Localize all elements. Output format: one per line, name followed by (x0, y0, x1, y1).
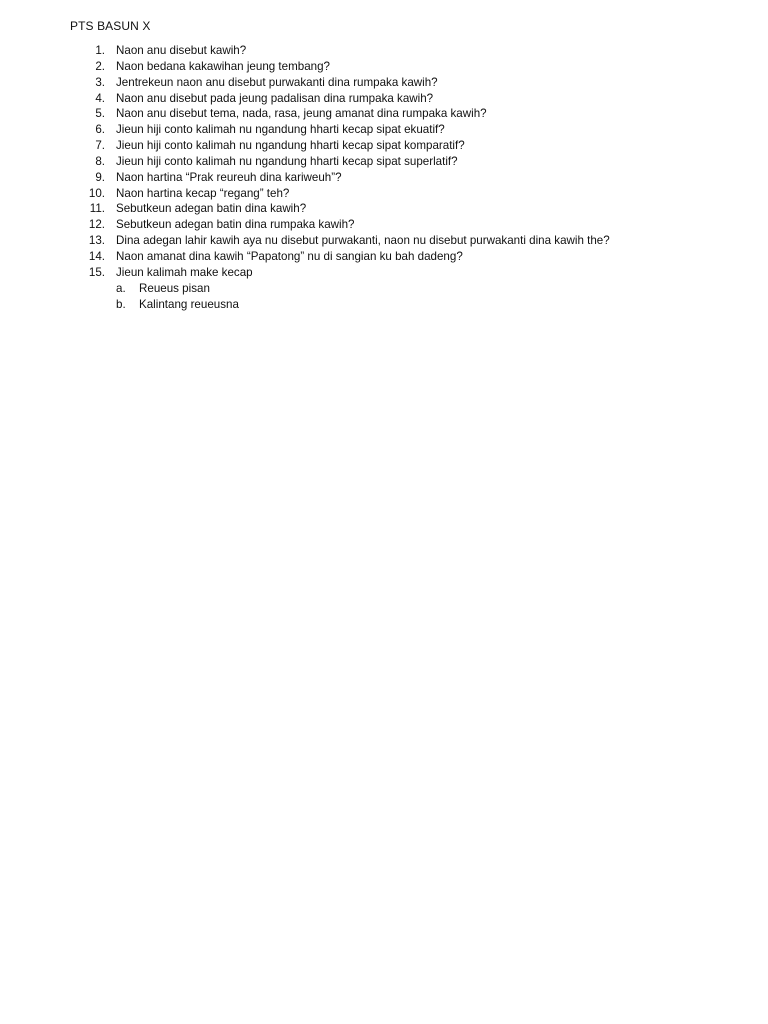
question-number: 5. (95, 107, 105, 121)
question-item (0, 217, 768, 233)
question-text: Naon bedana kakawihan jeung tembang? (116, 59, 331, 73)
question-text: Naon hartina kecap “regang” teh? (116, 186, 290, 200)
question-number: 8. (95, 154, 105, 168)
question-item (0, 43, 768, 59)
question-text: Naon anu disebut pada jeung padalisan dina rumpaka kawih? (116, 91, 434, 105)
question-text: Naon amanat dina kawih “Papatong” nu di sangian ku bah dadeng? (116, 249, 463, 263)
question-item (0, 265, 768, 281)
question-text: Dina adegan lahir kawih aya nu disebut purwakanti, naon nu disebut purwakanti dina kawih the? (116, 234, 610, 248)
question-text: Naon hartina “Prak reureuh dina kariweuh”? (116, 170, 342, 184)
question-text: Jieun hiji conto kalimah nu ngandung hharti kecap sipat komparatif? (116, 139, 465, 153)
question-number: 7. (95, 139, 105, 153)
question-text: Jieun hiji conto kalimah nu ngandung hharti kecap sipat superlatif? (116, 154, 458, 168)
question-number: 2. (95, 59, 105, 73)
question-number: 13. (88, 234, 105, 248)
question-item (0, 154, 768, 170)
question-text: Jentrekeun naon anu disebut purwakanti dina rumpaka kawih? (116, 75, 438, 89)
question-item (0, 75, 768, 91)
question-item (0, 122, 768, 138)
question-number: 15. (88, 265, 105, 279)
question-item (0, 138, 768, 154)
question-text: Naon anu disebut tema, nada, rasa, jeung amanat dina rumpaka kawih? (116, 107, 487, 121)
question-list (0, 43, 768, 312)
question-number: 12. (88, 218, 105, 232)
question-number: 11. (89, 202, 105, 216)
question-number: 3. (95, 75, 105, 89)
page-title: PTS BASUN X (70, 19, 151, 33)
question-text: Jieun kalimah make kecap (116, 265, 253, 279)
sub-item-text: Kalintang reueusna (139, 297, 239, 311)
question-item (0, 201, 768, 217)
question-text: Jieun hiji conto kalimah nu ngandung hharti kecap sipat ekuatif? (116, 123, 445, 137)
sub-item (0, 281, 768, 297)
question-text: Naon anu disebut kawih? (116, 44, 247, 57)
question-text: Sebutkeun adegan batin dina kawih? (116, 202, 307, 216)
question-number: 14. (88, 249, 105, 263)
question-number: 1. (95, 44, 105, 57)
question-number: 4. (95, 91, 105, 105)
question-item (0, 59, 768, 75)
sub-item-text: Reueus pisan (139, 281, 210, 295)
question-item (0, 249, 768, 265)
question-item (0, 106, 768, 122)
question-item (0, 233, 768, 249)
question-item (0, 91, 768, 107)
sub-item-letter: b. (116, 297, 126, 311)
question-number: 9. (95, 170, 105, 184)
question-number: 10. (88, 186, 105, 200)
sub-item-letter: a. (116, 281, 126, 295)
sub-item (0, 297, 768, 313)
question-number: 6. (95, 123, 105, 137)
question-item (0, 170, 768, 186)
question-item (0, 186, 768, 202)
question-text: Sebutkeun adegan batin dina rumpaka kawih? (116, 218, 355, 232)
